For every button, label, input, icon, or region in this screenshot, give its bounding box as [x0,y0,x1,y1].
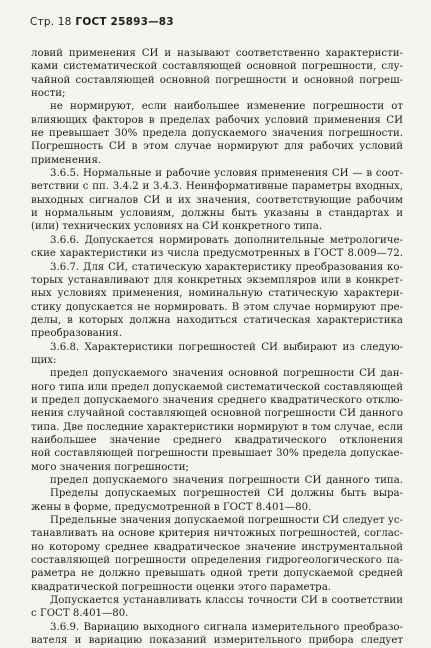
text-line: нения случайной составляющей основной погрешности СИ данного [31,408,403,420]
text-line: предел допускаемого значения основной погрешности СИ дан- [50,368,403,380]
text-line: не превышает 30% предела допускаемого значения погрешности. [31,128,403,140]
text-line: ские характеристики из числа предусмотренных в ГОСТ 8.009—72. [31,248,403,260]
page-number: Стр. 18 [30,16,72,28]
text-line: 3.6.5. Нормальные и рабочие условия применения СИ — в соот- [50,168,403,180]
text-line: ками систематической составляющей основной погрешности, слу- [31,61,403,73]
text-line: (или) технических условиях на СИ конкретного типа. [31,221,323,233]
text-line: Погрешность СИ в этом случае нормируют для рабочих условий [31,141,403,153]
text-line: ности; [31,88,66,100]
text-line: ного типа или предел допускаемой систематической составляющей [31,381,403,393]
text-line: применения. [31,154,102,166]
text-line: 3.6.6. Допускается нормировать дополнительные метрологиче- [50,234,403,246]
text-line: Допускается устанавливать классы точности СИ в соответствии [50,595,403,607]
text-line: наибольшее значение среднего квадратического отклонения [31,434,403,446]
text-line: и нормальным условиям, должны быть указаны в стандартах и [31,208,403,220]
standard-code: ГОСТ 25893—83 [75,16,174,28]
text-line: ветствии с пп. 3.4.2 и 3.4.3. Неинформативные параметры входных, [31,181,403,193]
text-line: ловий применения СИ и называют соответственно характеристи- [31,48,403,59]
text-line: квадратической погрешности оценки этого параметра. [31,581,332,593]
text-line: мого значения погрешности; [31,461,189,473]
text-line: но которому среднее квадратическое значение инструментальной [31,541,403,553]
text-line: предел допускаемого значения погрешности СИ данного типа. [50,475,403,486]
text-line: раметра не должно превышать одной трети допускаемой средней [31,568,403,580]
text-line: и предел допускаемого значения среднего квадратического отклю- [31,394,403,406]
text-line: чайной составляющей основной погрешности и основной погреш- [31,74,403,86]
text-line: типа. Две последние характеристики нормируют в том случае, если [31,421,403,433]
page-header [30,16,174,28]
text-line: преобразования. [31,328,122,340]
text-line: не нормируют, если наибольшее изменение погрешности от [50,101,403,113]
text-line: ных условиях применения, номинальную статическую характери- [31,288,403,300]
body-text [31,47,403,647]
text-line: делы, в которых должна находиться статическая характеристика [31,314,403,326]
text-line: 3.6.7. Для СИ, статическую характеристику преобразования ко- [50,261,403,273]
text-line: Пределы допускаемых погрешностей СИ должны быть выра- [50,488,403,500]
text-line: Предельные значения допускаемой погрешности СИ следует ус- [50,515,403,527]
text-line: торых устанавливают для конкретных экземпляров или в конкрет- [31,274,403,286]
text-line: щих: [31,354,57,366]
text-line: влияющих факторов в пределах рабочих условий применения СИ [31,114,403,126]
text-line: выходных сигналов СИ и их значения, соответствующие рабочим [31,194,403,206]
text-line: танавливать на основе критерия ничтожных погрешностей, соглас- [31,528,403,540]
text-line: 3.6.8. Характеристики погрешностей СИ выбирают из следую- [50,341,403,353]
text-line: вателя и вариацию показаний измерительного прибора следует [31,635,403,647]
text-line: стику допускается не нормировать. В этом случае нормируют пре- [31,301,403,313]
text-line: жены в форме, предусмотренной в ГОСТ 8.401—80. [31,501,312,513]
text-line: составляющей погрешности определения гидрогеологического па- [31,555,403,567]
text-line: 3.6.9. Вариацию выходного сигнала измерительного преобразо- [50,621,403,633]
text-line: с ГОСТ 8.401—80. [31,608,129,620]
text-line: ной составляющей погрешности превышает 30% предела допускае- [31,448,403,460]
